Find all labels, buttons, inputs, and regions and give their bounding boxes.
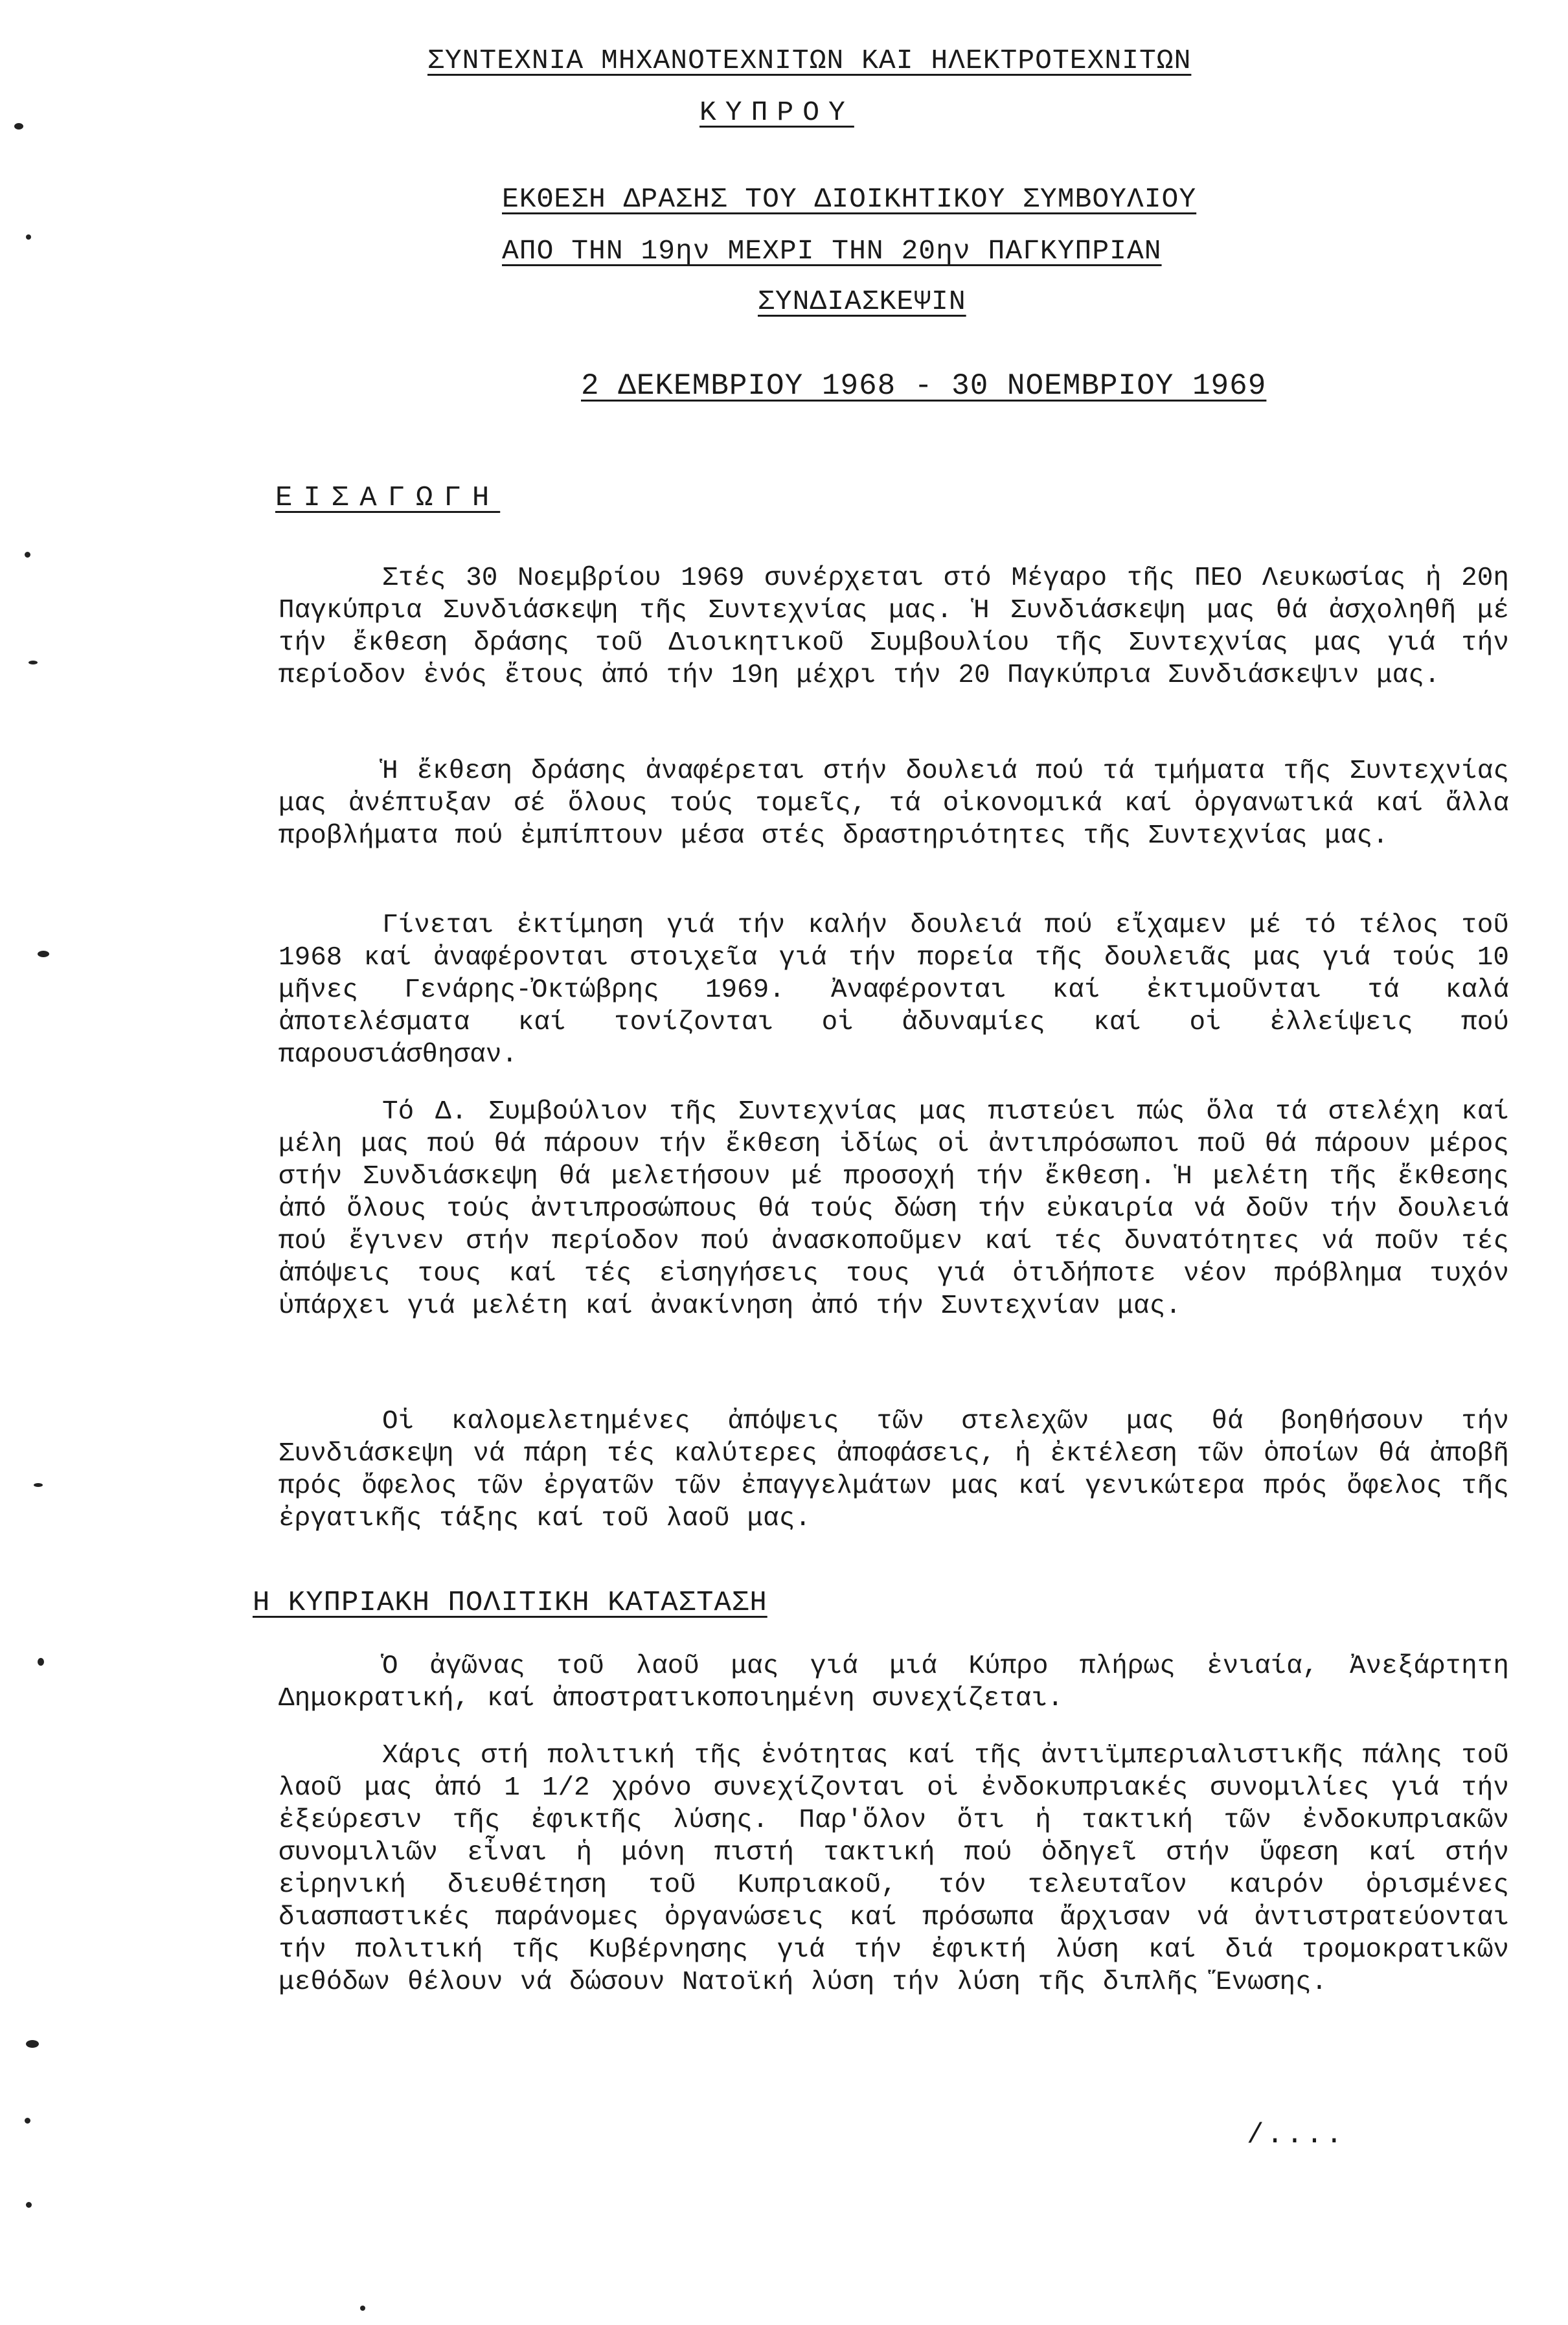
scan-speck <box>38 1658 44 1666</box>
scan-speck <box>26 234 31 240</box>
scan-speck <box>25 552 30 558</box>
scan-speck <box>26 2202 32 2208</box>
report-title-line-1: ΕΚΘΕΣΗ ΔΡΑΣΗΣ ΤΟΥ ΔΙΟΙΚΗΤΙΚΟΥ ΣΥΜΒΟΥΛΙΟΥ <box>502 183 1197 215</box>
paragraph-intro-5: Οἱ καλομελετημένες ἀπόψεις τῶν στελεχῶν μας θά βοηθήσουν τήν Συνδιάσκεψη νά πάρη τές καλύτερες ἀποφάσεις, ἡ ἐκτέλεση τῶν ὁποίων θά ἀποβῆ πρός ὄφελος τῶν ἐργατῶν τῶν ἐπαγγελμάτων μας καί γενικώτερα πρός ὄφελος τῆς ἐργατικῆς τάξης καί τοῦ λαοῦ μας. <box>278 1407 1509 1534</box>
report-period: 2 ΔΕΚΕΜΒΡΙΟΥ 1968 - 30 ΝΟΕΜΒΡΙΟΥ 1969 <box>581 369 1267 403</box>
paragraph-intro-1: Στές 30 Νοεμβρίου 1969 συνέρχεται στό Μέγαρο τῆς ΠΕΟ Λευκωσίας ἡ 20η Παγκύπρια Συνδιάσκεψη τῆς Συντεχνίας μας. Ἡ Συνδιάσκεψη μας θά ἀσχοληθῆ μέ τήν ἔκθεση δράσης τοῦ Διοικητικοῦ Συμβουλίου τῆς Συντεχνίας μας γιά τήν περίοδον ἑνός ἔτους ἀπό τήν 19η μέχρι τήν 20 Παγκύπρια Συνδιάσκεψιν μας. <box>278 563 1509 690</box>
paragraph-intro-3: Γίνεται ἐκτίμηση γιά τήν καλήν δουλειά πού εἴχαμεν μέ τό τέλος τοῦ 1968 καί ἀναφέρονται στοιχεῖα γιά τήν πορεία τῆς δουλειᾶς μας γιά τούς 10 μῆνες Γενάρης-Ὀκτώβρης 1969. Ἀναφέρονται καί ἐκτιμοῦνται τά καλά ἀποτελέσματα καί τονίζονται οἱ ἀδυναμίες καί οἱ ἐλλείψεις πού παρουσιάσθησαν. <box>278 911 1509 1070</box>
paragraph-politics-2: Χάρις στή πολιτική τῆς ἑνότητας καί τῆς ἀντιϊμπεριαλιστικῆς πάλης τοῦ λαοῦ μας ἀπό 1 1/2 χρόνο συνεχίζονται οἱ ἐνδοκυπριακές συνομιλίες γιά τήν ἐξεύρεσιν τῆς ἐφικτῆς λύσης. Παρ'ὅλον ὅτι ἡ τακτική τῶν ἐνδοκυπριακῶν συνομιλιῶν εἶναι ἡ μόνη πιστή τακτική πού ὁδηγεῖ στήν ὕφεση καί στήν εἰρηνική διευθέτηση τοῦ Κυπριακοῦ, τόν τελευταῖον καιρόν ὁρισμένες διασπαστικές παράνομες ὀργανώσεις καί πρόσωπα ἄρχισαν νά ἀντιστρατεύονται τήν πολιτική τῆς Κυβέρνησης γιά τήν ἐφικτή λύση καί διά τρομοκρατικῶν μεθόδων θέλουν νά δώσουν Νατοϊκή λύση τήν λύση τῆς διπλῆς Ἕνωσης. <box>278 1741 1509 1997</box>
section-title-political-situation: Η ΚΥΠΡΙΑΚΗ ΠΟΛΙΤΙΚΗ ΚΑΤΑΣΤΑΣΗ <box>253 1587 767 1619</box>
scan-speck <box>26 2040 39 2048</box>
scan-speck <box>25 2118 30 2124</box>
report-title-line-2: ΑΠΟ ΤΗΝ 19ην ΜΕΧΡΙ ΤΗΝ 20ην ΠΑΓΚΥΠΡΙΑΝ <box>502 235 1162 267</box>
scan-speck <box>34 1483 43 1487</box>
scan-speck <box>14 123 23 130</box>
section-title-introduction: ΕΙΣΑΓΩΓΗ <box>275 482 501 514</box>
paragraph-intro-2: Ἡ ἔκθεση δράσης ἀναφέρεται στήν δουλειά πού τά τμήματα τῆς Συντεχνίας μας ἀνέπτυξαν σέ ὅλους τούς τομεῖς, τά οἰκονομικά καί ὀργανωτικά καί ἄλλα προβλήματα πού ἐμπίπτουν μέσα στές δραστηριότητες τῆς Συντεχνίας μας. <box>278 756 1509 851</box>
report-title-line-3: ΣΥΝΔΙΑΣΚΕΨΙΝ <box>758 286 966 317</box>
continuation-mark: /.... <box>1247 2119 1346 2151</box>
scan-speck <box>28 661 38 664</box>
organization-heading: ΣΥΝΤΕΧΝΙΑ ΜΗΧΑΝΟΤΕΧΝΙΤΩΝ ΚΑΙ ΗΛΕΚΤΡΟΤΕΧΝΙΤΩΝ <box>427 45 1192 76</box>
paragraph-intro-4: Τό Δ. Συμβούλιον τῆς Συντεχνίας μας πιστεύει πώς ὅλα τά στελέχη καί μέλη μας πού θά πάρουν τήν ἔκθεση ἰδίως οἱ ἀντιπρόσωποι ποῦ θά πάρουν μέρος στήν Συνδιάσκεψη θά μελετήσουν μέ προσοχή τήν ἔκθεση. Ἡ μελέτη τῆς ἔκθεσης ἀπό ὅλους τούς ἀντιπροσώπους θά τούς δώση τήν εὐκαιρία νά δοῦν τήν δουλειά πού ἔγινεν στήν περίοδον πού ἀνασκοποῦμεν καί τές δυνατότητες νά ποῦν τές ἀπόψεις τους καί τές εἰσηγήσεις τους γιά ὁτιδήποτε νέον πρόβλημα τυχόν ὑπάρχει γιά μελέτη καί ἀνακίνηση ἀπό τήν Συντεχνίαν μας. <box>278 1097 1509 1321</box>
paragraph-politics-1: Ὁ ἀγῶνας τοῦ λαοῦ μας γιά μιά Κύπρο πλήρως ἑνιαία, Ἀνεξάρτητη Δημοκρατική, καί ἀποστρατικοποιημένη συνεχίζεται. <box>278 1651 1509 1714</box>
country-heading: ΚΥΠΡΟΥ <box>699 96 854 128</box>
scan-speck <box>360 2306 365 2311</box>
scan-speck <box>38 951 49 957</box>
